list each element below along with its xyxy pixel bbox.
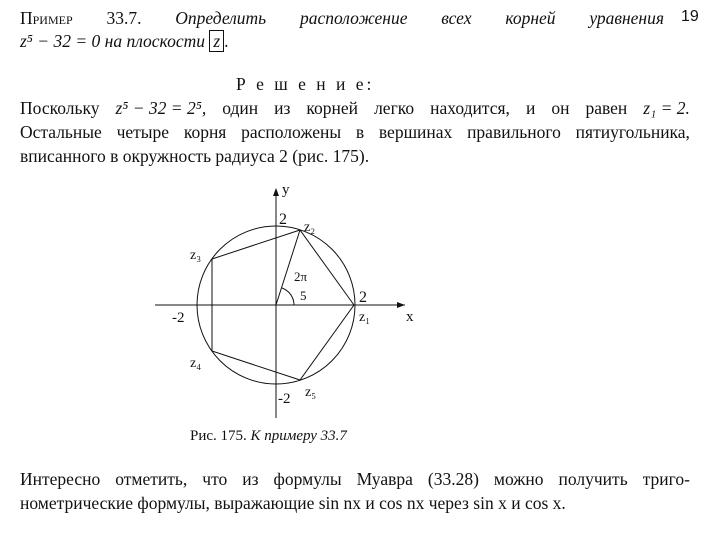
example-label: Пример [20, 8, 73, 28]
caption-prefix: Рис. 175. [190, 428, 247, 444]
x-axis-arrow [397, 302, 405, 308]
root-z2-label: z₂ [304, 220, 316, 235]
word: расположены [241, 122, 342, 142]
angle-arc [282, 288, 294, 305]
sentence-end: . [224, 31, 229, 51]
example-word: уравнения [589, 8, 664, 28]
word: равен [585, 98, 628, 118]
word: в [355, 122, 365, 142]
x-axis-label: x [406, 309, 414, 325]
conclusion-line-2: нометрические формулы, выражающие sin nx и cos nx через sin x и cos x. [20, 493, 566, 513]
word: Интересно [20, 469, 101, 489]
word: правильного [467, 122, 561, 142]
word: четыре [116, 122, 170, 142]
word: формулы [273, 469, 342, 489]
y-axis-label: y [282, 182, 290, 198]
solution-heading: Р е ш е н и е: [236, 74, 375, 94]
word: Остальные [20, 122, 102, 142]
word: можно [493, 469, 544, 489]
conclusion-line-1 [20, 469, 690, 490]
word: отметить, [115, 469, 188, 489]
word: он [551, 98, 570, 118]
example-word: корней [505, 8, 556, 28]
word: (33.28) [427, 469, 479, 489]
tick-bottom: -2 [278, 391, 291, 407]
root-z3-label: z₃ [190, 248, 202, 263]
y-axis-arrow [273, 188, 279, 196]
word: один [222, 98, 259, 118]
figure-caption [190, 428, 347, 445]
page-number: 19 [681, 8, 699, 25]
example-word: Определить [175, 8, 267, 28]
word: корня [183, 122, 227, 142]
root-z5-label: z₅ [305, 385, 317, 400]
solution-line-3: вписанного в окружность радиуса 2 (рис. 175). [20, 146, 370, 166]
word: пятиугольника, [575, 122, 690, 142]
plane-text: на плоскости [104, 31, 205, 51]
tick-top: 2 [279, 211, 287, 228]
word: и [525, 98, 536, 118]
tick-right: 2 [359, 289, 367, 306]
word: из [242, 469, 259, 489]
word: получить [558, 469, 628, 489]
word: вершинах [378, 122, 453, 142]
example-word: всех [441, 8, 472, 28]
boxed-variable: z [209, 30, 224, 52]
word: легко [374, 98, 415, 118]
tick-left: -2 [172, 310, 185, 326]
word: находится, [430, 98, 510, 118]
angle-denominator: 5 [300, 288, 307, 303]
formula: z⁵ − 32 = 2⁵, [115, 98, 207, 118]
word: из [274, 98, 291, 118]
angle-numerator: 2π [294, 269, 308, 284]
word: корней [306, 98, 359, 118]
radius-z2 [276, 230, 300, 305]
root-z4-label: z₄ [190, 356, 202, 371]
word: Муавра [356, 469, 413, 489]
word: триго- [642, 469, 690, 489]
word: что [202, 469, 228, 489]
word: Поскольку [20, 98, 100, 118]
caption-text: К примеру 33.7 [250, 428, 347, 444]
example-word: расположение [299, 8, 408, 28]
formula: z₁ = 2. [643, 98, 690, 118]
equation: z⁵ − 32 = 0 [20, 31, 101, 51]
example-number: 33.7. [106, 8, 142, 28]
root-z1-label: z₁ [359, 310, 371, 325]
